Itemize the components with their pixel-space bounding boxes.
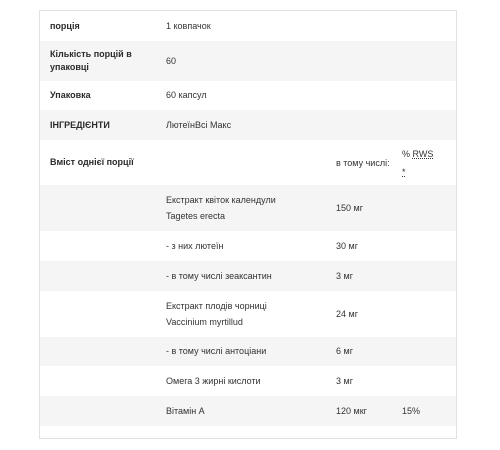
table-row xyxy=(40,291,456,337)
table-row xyxy=(40,110,456,140)
ingredient-amount: 30 мг xyxy=(326,231,392,261)
ingredient-name xyxy=(156,185,326,231)
ingredient-name-text: Екстракт плодів чорниці xyxy=(166,301,267,311)
ingredient-name: Вітамін А xyxy=(156,396,326,426)
ingredient-rws xyxy=(392,261,456,291)
row-value: 1 ковпачок xyxy=(156,11,456,41)
ingredient-name: - з них лютеїн xyxy=(156,231,326,261)
ingredient-amount: 3 мг xyxy=(326,366,392,396)
empty-cell xyxy=(40,185,156,231)
serving-label: Вміст однієї порції xyxy=(40,140,156,185)
ingredient-name: - в тому числі антоціани xyxy=(156,337,326,366)
table-row xyxy=(40,396,456,426)
ingredient-name: Омега 3 жирні кислоти xyxy=(156,366,326,396)
ingredient-rws: 15% xyxy=(392,396,456,426)
table-row xyxy=(40,261,456,291)
rws-prefix: % xyxy=(402,148,413,159)
supplement-facts-table xyxy=(40,11,456,426)
ingredient-latin: Tagetes erecta xyxy=(166,211,226,221)
rws-mark: * xyxy=(402,166,406,177)
empty-cell xyxy=(40,366,156,396)
row-label: ІНГРЕДІЄНТИ xyxy=(40,110,156,140)
amount-header: в тому числі: xyxy=(326,140,392,185)
table-row xyxy=(40,337,456,366)
table-row xyxy=(40,41,456,81)
empty-cell xyxy=(40,261,156,291)
table-row xyxy=(40,81,456,110)
ingredient-rws xyxy=(392,337,456,366)
row-label: Упаковка xyxy=(40,81,156,110)
ingredient-latin: Vaccinium myrtillud xyxy=(166,317,243,327)
empty-cell xyxy=(40,396,156,426)
serving-header-row xyxy=(40,140,456,185)
row-label: Кількість порцій в упаковці xyxy=(40,41,156,81)
ingredient-name: - в тому числі зеаксантин xyxy=(156,261,326,291)
table-row xyxy=(40,231,456,261)
table-row xyxy=(40,11,456,41)
ingredient-name xyxy=(156,291,326,337)
empty-cell xyxy=(156,140,326,185)
ingredient-rws xyxy=(392,185,456,231)
ingredient-amount: 150 мг xyxy=(326,185,392,231)
table-row xyxy=(40,185,456,231)
ingredient-rws xyxy=(392,366,456,396)
row-label: порція xyxy=(40,11,156,41)
row-value: ЛютеїнВсі Макс xyxy=(156,110,456,140)
ingredient-rws xyxy=(392,291,456,337)
rws-abbr: RWS xyxy=(412,148,434,159)
row-value: 60 капсул xyxy=(156,81,456,110)
ingredient-amount: 3 мг xyxy=(326,261,392,291)
empty-cell xyxy=(40,337,156,366)
row-value: 60 xyxy=(156,41,456,81)
rws-header xyxy=(392,140,456,185)
empty-cell xyxy=(40,291,156,337)
ingredient-amount: 24 мг xyxy=(326,291,392,337)
table-row xyxy=(40,366,456,396)
empty-cell xyxy=(40,231,156,261)
ingredient-amount: 120 мкг xyxy=(326,396,392,426)
ingredient-rws xyxy=(392,231,456,261)
ingredient-amount: 6 мг xyxy=(326,337,392,366)
ingredient-name-text: Екстракт квіток календули xyxy=(166,195,276,205)
